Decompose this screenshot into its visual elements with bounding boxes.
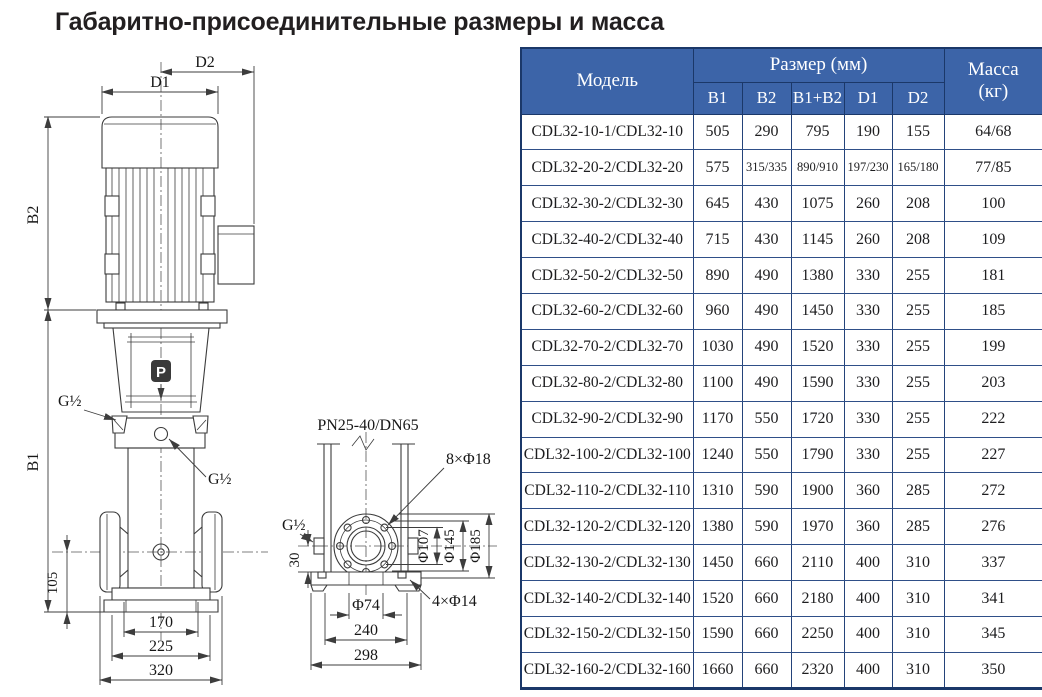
value-cell: 2250 [791, 616, 844, 652]
value-cell: 260 [844, 222, 892, 258]
value-cell: 1030 [693, 329, 742, 365]
dim-label-b2: B2 [25, 205, 42, 225]
suction-flange [100, 512, 120, 592]
value-cell: 350 [944, 652, 1042, 688]
bolt-holes-label: 8×Φ18 [446, 451, 491, 468]
value-cell: 590 [742, 509, 791, 545]
value-cell: 400 [844, 545, 892, 581]
dia-label-145: Φ145 [442, 529, 458, 563]
value-cell: 1075 [791, 186, 844, 222]
value-cell: 960 [693, 293, 742, 329]
value-cell: 310 [892, 652, 944, 688]
value-cell: 645 [693, 186, 742, 222]
value-cell: 222 [944, 401, 1042, 437]
value-cell: 430 [742, 222, 791, 258]
value-cell: 208 [892, 222, 944, 258]
value-cell: 1450 [791, 293, 844, 329]
value-cell: 285 [892, 509, 944, 545]
table-row [521, 222, 1042, 258]
value-cell: 1380 [791, 258, 844, 294]
value-cell: 590 [742, 473, 791, 509]
value-cell: 490 [742, 365, 791, 401]
model-cell: CDL32-50-2/CDL32-50 [521, 258, 693, 294]
value-cell: 550 [742, 437, 791, 473]
value-cell: 64/68 [944, 114, 1042, 150]
value-cell: 360 [844, 473, 892, 509]
value-cell: 272 [944, 473, 1042, 509]
value-cell: 310 [892, 545, 944, 581]
value-cell: 1100 [693, 365, 742, 401]
model-cell: CDL32-60-2/CDL32-60 [521, 293, 693, 329]
table-row [521, 616, 1042, 652]
value-cell: 660 [742, 545, 791, 581]
dim-label-105: 105 [45, 571, 61, 595]
brand-logo-glyph: P [155, 364, 167, 381]
page-title: Габаритно-присоединительные размеры и масса [55, 8, 664, 36]
flange-spec-label: PN25-40/DN65 [317, 417, 419, 434]
model-cell: CDL32-150-2/CDL32-150 [521, 616, 693, 652]
value-cell: 310 [892, 616, 944, 652]
model-cell: CDL32-30-2/CDL32-30 [521, 186, 693, 222]
port-label-g-half-2: G½ [208, 471, 232, 488]
value-cell: 550 [742, 401, 791, 437]
port-label-g-half-3: G½ [282, 517, 306, 534]
dim-label-30: 30 [287, 552, 303, 568]
value-cell: 290 [742, 114, 791, 150]
model-cell: CDL32-140-2/CDL32-140 [521, 581, 693, 617]
value-cell: 890 [693, 258, 742, 294]
table-row [521, 329, 1042, 365]
value-cell: 1790 [791, 437, 844, 473]
col-header-model: Модель [521, 48, 693, 114]
value-cell: 490 [742, 258, 791, 294]
table-row [521, 545, 1042, 581]
table-row [521, 652, 1042, 688]
value-cell: 109 [944, 222, 1042, 258]
value-cell: 1170 [693, 401, 742, 437]
value-cell: 400 [844, 652, 892, 688]
port-label-g-half-1: G½ [58, 393, 82, 410]
model-cell: CDL32-10-1/CDL32-10 [521, 114, 693, 150]
value-cell: 310 [892, 581, 944, 617]
value-cell: 1720 [791, 401, 844, 437]
dim-label-b1: B1 [25, 452, 42, 472]
value-cell: 1145 [791, 222, 844, 258]
table-row [521, 473, 1042, 509]
model-cell: CDL32-90-2/CDL32-90 [521, 401, 693, 437]
pump-side-view [282, 417, 497, 670]
col-header-size-group: Размер (мм) [693, 48, 944, 82]
value-cell: 255 [892, 258, 944, 294]
value-cell: 260 [844, 186, 892, 222]
value-cell: 1900 [791, 473, 844, 509]
value-cell: 1380 [693, 509, 742, 545]
value-cell: 330 [844, 293, 892, 329]
table-row [521, 437, 1042, 473]
dim-label-d2: D2 [195, 54, 215, 71]
col-header-b1: B1 [693, 82, 742, 114]
value-cell: 660 [742, 616, 791, 652]
value-cell: 255 [892, 437, 944, 473]
dia-label-185: Φ185 [468, 529, 484, 563]
value-cell: 1590 [693, 616, 742, 652]
model-cell: CDL32-160-2/CDL32-160 [521, 652, 693, 688]
pump-drawing [0, 40, 521, 697]
table-row [521, 581, 1042, 617]
value-cell: 227 [944, 437, 1042, 473]
value-cell: 1970 [791, 509, 844, 545]
value-cell: 341 [944, 581, 1042, 617]
value-cell: 330 [844, 365, 892, 401]
value-cell: 2320 [791, 652, 844, 688]
table-row [521, 401, 1042, 437]
value-cell: 1520 [693, 581, 742, 617]
value-cell: 1240 [693, 437, 742, 473]
value-cell: 1310 [693, 473, 742, 509]
motor-fins [112, 168, 203, 302]
value-cell: 505 [693, 114, 742, 150]
value-cell: 203 [944, 365, 1042, 401]
value-cell: 2180 [791, 581, 844, 617]
value-cell: 360 [844, 509, 892, 545]
value-cell: 330 [844, 401, 892, 437]
value-cell: 330 [844, 437, 892, 473]
col-header-b1b2: B1+B2 [791, 82, 844, 114]
table-row [521, 258, 1042, 294]
value-cell: 660 [742, 581, 791, 617]
value-cell: 660 [742, 652, 791, 688]
value-cell: 1450 [693, 545, 742, 581]
table-row [521, 114, 1042, 150]
pump-front-view [25, 54, 268, 685]
value-cell: 100 [944, 186, 1042, 222]
dim-label-240: 240 [354, 622, 378, 639]
col-header-b2: B2 [742, 82, 791, 114]
value-cell: 400 [844, 581, 892, 617]
value-cell: 715 [693, 222, 742, 258]
table-row [521, 365, 1042, 401]
dia-label-74: Φ74 [352, 597, 380, 614]
value-cell: 285 [892, 473, 944, 509]
dimensions-table [520, 47, 1042, 690]
value-cell: 490 [742, 329, 791, 365]
value-cell: 208 [892, 186, 944, 222]
value-cell: 1520 [791, 329, 844, 365]
table-row [521, 150, 1042, 186]
dim-label-170: 170 [149, 614, 173, 631]
dim-label-d1: D1 [150, 74, 170, 91]
table-row [521, 293, 1042, 329]
value-cell: 255 [892, 365, 944, 401]
value-cell: 2110 [791, 545, 844, 581]
model-cell: CDL32-120-2/CDL32-120 [521, 509, 693, 545]
value-cell: 255 [892, 293, 944, 329]
value-cell: 181 [944, 258, 1042, 294]
value-cell: 1660 [693, 652, 742, 688]
value-cell: 575 [693, 150, 742, 186]
base-holes-label: 4×Φ14 [432, 593, 477, 610]
value-cell: 337 [944, 545, 1042, 581]
value-cell: 315/335 [742, 150, 791, 186]
value-cell: 345 [944, 616, 1042, 652]
dim-label-298: 298 [354, 647, 378, 664]
pipe-break-mark [352, 436, 374, 450]
value-cell: 276 [944, 509, 1042, 545]
table-row [521, 186, 1042, 222]
value-cell: 400 [844, 616, 892, 652]
col-header-mass [944, 48, 1042, 114]
dim-label-320: 320 [149, 662, 173, 679]
col-header-d2: D2 [892, 82, 944, 114]
model-cell: CDL32-70-2/CDL32-70 [521, 329, 693, 365]
model-cell: CDL32-20-2/CDL32-20 [521, 150, 693, 186]
value-cell: 185 [944, 293, 1042, 329]
value-cell: 165/180 [892, 150, 944, 186]
model-cell: CDL32-130-2/CDL32-130 [521, 545, 693, 581]
model-cell: CDL32-40-2/CDL32-40 [521, 222, 693, 258]
terminal-box [218, 226, 254, 284]
value-cell: 490 [742, 293, 791, 329]
value-cell: 255 [892, 329, 944, 365]
value-cell: 1590 [791, 365, 844, 401]
dim-label-225: 225 [149, 638, 173, 655]
value-cell: 155 [892, 114, 944, 150]
value-cell: 330 [844, 258, 892, 294]
value-cell: 890/910 [791, 150, 844, 186]
col-header-d1: D1 [844, 82, 892, 114]
dia-label-107: Φ107 [416, 529, 432, 563]
value-cell: 77/85 [944, 150, 1042, 186]
table-row [521, 509, 1042, 545]
discharge-flange [202, 512, 222, 592]
value-cell: 795 [791, 114, 844, 150]
model-cell: CDL32-80-2/CDL32-80 [521, 365, 693, 401]
value-cell: 190 [844, 114, 892, 150]
value-cell: 199 [944, 329, 1042, 365]
value-cell: 255 [892, 401, 944, 437]
table-body [521, 114, 1042, 688]
model-cell: CDL32-110-2/CDL32-110 [521, 473, 693, 509]
value-cell: 330 [844, 329, 892, 365]
value-cell: 197/230 [844, 150, 892, 186]
mass-label-line1: Масса [967, 59, 1019, 81]
value-cell: 430 [742, 186, 791, 222]
mass-label-line2: (кг) [978, 81, 1009, 103]
model-cell: CDL32-100-2/CDL32-100 [521, 437, 693, 473]
